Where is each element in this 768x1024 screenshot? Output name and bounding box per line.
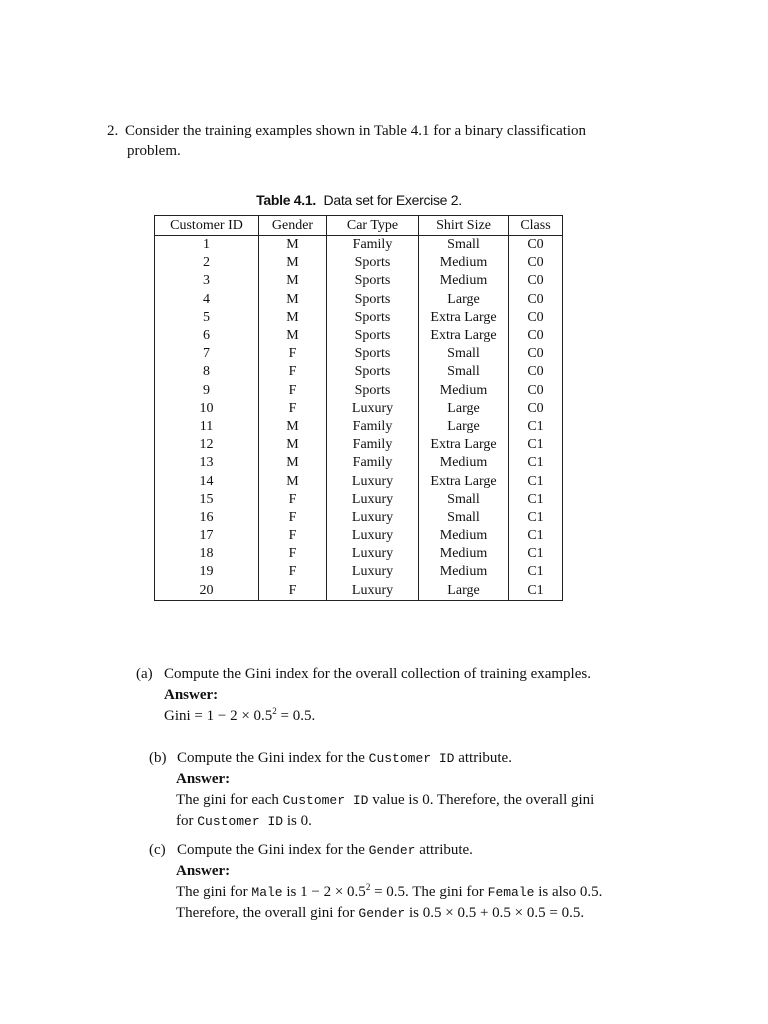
cell-shirt-size: Extra Large xyxy=(419,327,509,345)
answer-a-exponent: 2 xyxy=(272,706,277,716)
cell-car-type: Sports xyxy=(327,327,419,345)
cell-gender: M xyxy=(259,291,327,309)
cell-shirt-size: Medium xyxy=(419,272,509,290)
cell-customer-id: 2 xyxy=(155,254,259,272)
cell-gender: F xyxy=(259,582,327,601)
question-a xyxy=(136,664,696,727)
cell-car-type: Luxury xyxy=(327,545,419,563)
cell-car-type: Luxury xyxy=(327,491,419,509)
cell-class: C1 xyxy=(509,491,563,509)
question-c-label: (c) xyxy=(149,842,166,858)
cell-car-type: Luxury xyxy=(327,509,419,527)
answer-c-male-code: Male xyxy=(251,885,283,900)
cell-shirt-size: Medium xyxy=(419,527,509,545)
question-c-text-pre: Compute the Gini index for the xyxy=(177,842,369,858)
answer-c-gender-code: Gender xyxy=(358,906,406,921)
question-a-label: (a) xyxy=(136,666,153,682)
answer-b-line1-post: value is 0. Therefore, the overall gini xyxy=(368,792,595,808)
answer-c-exponent: 2 xyxy=(365,882,371,892)
cell-shirt-size: Medium xyxy=(419,454,509,472)
cell-class: C0 xyxy=(509,254,563,272)
answer-c-line1-a: The gini for xyxy=(176,884,252,900)
cell-customer-id: 12 xyxy=(155,436,259,454)
cell-shirt-size: Large xyxy=(419,582,509,601)
cell-customer-id: 6 xyxy=(155,327,259,345)
answer-b-line2 xyxy=(176,811,689,832)
cell-class: C0 xyxy=(509,382,563,400)
answer-b-line2-code: Customer ID xyxy=(197,814,284,829)
table-row xyxy=(155,509,563,527)
cell-car-type: Luxury xyxy=(327,400,419,418)
question-b-text xyxy=(177,750,512,766)
cell-shirt-size: Small xyxy=(419,491,509,509)
answer-b-line1-pre: The gini for each xyxy=(176,792,283,808)
cell-customer-id: 9 xyxy=(155,382,259,400)
cell-car-type: Sports xyxy=(327,363,419,381)
table-row xyxy=(155,472,563,490)
question-b-text-post: attribute. xyxy=(454,750,512,766)
table-row xyxy=(155,382,563,400)
cell-gender: M xyxy=(259,418,327,436)
cell-class: C1 xyxy=(509,454,563,472)
cell-shirt-size: Small xyxy=(419,363,509,381)
cell-gender: M xyxy=(259,272,327,290)
cell-car-type: Luxury xyxy=(327,527,419,545)
cell-gender: F xyxy=(259,491,327,509)
question-b xyxy=(149,748,689,832)
problem-text-line1: Consider the training examples shown in Table 4.1 for a binary classification xyxy=(125,123,587,139)
table-row xyxy=(155,400,563,418)
cell-class: C0 xyxy=(509,236,563,255)
answer-a-formula: Gini = 1 − 2 × 0.5 xyxy=(164,708,273,724)
cell-customer-id: 18 xyxy=(155,545,259,563)
cell-class: C1 xyxy=(509,472,563,490)
question-c-text xyxy=(177,842,473,858)
cell-shirt-size: Medium xyxy=(419,382,509,400)
cell-shirt-size: Extra Large xyxy=(419,436,509,454)
table-row xyxy=(155,527,563,545)
header-gender: Gender xyxy=(259,216,327,236)
table-row xyxy=(155,236,563,255)
answer-b-label: Answer: xyxy=(176,771,231,787)
answer-c-line2-b: is 0.5 × 0.5 + 0.5 × 0.5 = 0.5. xyxy=(405,905,585,921)
cell-shirt-size: Medium xyxy=(419,545,509,563)
answer-a-label: Answer: xyxy=(164,687,219,703)
cell-customer-id: 8 xyxy=(155,363,259,381)
cell-shirt-size: Medium xyxy=(419,563,509,581)
question-b-text-pre: Compute the Gini index for the xyxy=(177,750,369,766)
table-row xyxy=(155,563,563,581)
cell-class: C1 xyxy=(509,563,563,581)
table-caption xyxy=(0,192,718,208)
data-table xyxy=(154,215,563,601)
cell-car-type: Sports xyxy=(327,345,419,363)
cell-customer-id: 1 xyxy=(155,236,259,255)
answer-c-line2-a: Therefore, the overall gini for xyxy=(176,905,359,921)
table-body xyxy=(155,236,563,601)
table-row xyxy=(155,345,563,363)
cell-gender: M xyxy=(259,436,327,454)
question-b-label: (b) xyxy=(149,750,167,766)
table-row xyxy=(155,327,563,345)
answer-b-line2-pre: for xyxy=(176,813,198,829)
answer-c-line1 xyxy=(176,882,689,903)
cell-customer-id: 20 xyxy=(155,582,259,601)
table-row xyxy=(155,291,563,309)
cell-shirt-size: Small xyxy=(419,345,509,363)
cell-gender: M xyxy=(259,454,327,472)
cell-customer-id: 10 xyxy=(155,400,259,418)
cell-gender: F xyxy=(259,509,327,527)
cell-gender: F xyxy=(259,382,327,400)
cell-car-type: Luxury xyxy=(327,563,419,581)
problem-number: 2. xyxy=(107,123,119,139)
cell-car-type: Family xyxy=(327,436,419,454)
cell-gender: F xyxy=(259,345,327,363)
cell-class: C1 xyxy=(509,527,563,545)
cell-customer-id: 7 xyxy=(155,345,259,363)
cell-car-type: Sports xyxy=(327,309,419,327)
answer-a-result: = 0.5. xyxy=(276,708,316,724)
table-row xyxy=(155,272,563,290)
cell-gender: F xyxy=(259,545,327,563)
table-header-row xyxy=(155,216,563,236)
cell-class: C0 xyxy=(509,327,563,345)
answer-c-label: Answer: xyxy=(176,863,231,879)
table-row xyxy=(155,418,563,436)
cell-class: C1 xyxy=(509,436,563,454)
cell-customer-id: 19 xyxy=(155,563,259,581)
cell-class: C0 xyxy=(509,363,563,381)
problem-statement xyxy=(107,121,667,161)
cell-car-type: Family xyxy=(327,418,419,436)
cell-class: C0 xyxy=(509,291,563,309)
cell-customer-id: 13 xyxy=(155,454,259,472)
cell-car-type: Luxury xyxy=(327,582,419,601)
cell-customer-id: 16 xyxy=(155,509,259,527)
cell-customer-id: 15 xyxy=(155,491,259,509)
cell-class: C1 xyxy=(509,582,563,601)
cell-customer-id: 14 xyxy=(155,472,259,490)
cell-car-type: Family xyxy=(327,454,419,472)
cell-shirt-size: Extra Large xyxy=(419,309,509,327)
cell-class: C1 xyxy=(509,545,563,563)
cell-gender: F xyxy=(259,563,327,581)
cell-customer-id: 17 xyxy=(155,527,259,545)
table-row xyxy=(155,436,563,454)
cell-car-type: Luxury xyxy=(327,472,419,490)
cell-gender: M xyxy=(259,254,327,272)
answer-c-line2 xyxy=(176,903,689,924)
cell-shirt-size: Extra Large xyxy=(419,472,509,490)
cell-class: C0 xyxy=(509,400,563,418)
header-shirt-size: Shirt Size xyxy=(419,216,509,236)
cell-gender: F xyxy=(259,400,327,418)
answer-c-female-code: Female xyxy=(487,885,535,900)
cell-car-type: Sports xyxy=(327,272,419,290)
question-c xyxy=(149,840,689,924)
cell-gender: M xyxy=(259,236,327,255)
cell-shirt-size: Small xyxy=(419,509,509,527)
question-c-code: Gender xyxy=(368,843,416,858)
cell-shirt-size: Large xyxy=(419,400,509,418)
table-row xyxy=(155,454,563,472)
cell-car-type: Sports xyxy=(327,254,419,272)
cell-class: C0 xyxy=(509,272,563,290)
cell-customer-id: 3 xyxy=(155,272,259,290)
cell-car-type: Sports xyxy=(327,382,419,400)
question-a-text: Compute the Gini index for the overall collection of training examples. xyxy=(164,666,591,682)
cell-car-type: Family xyxy=(327,236,419,255)
cell-gender: M xyxy=(259,309,327,327)
table-row xyxy=(155,309,563,327)
answer-c-line1-d: is also 0.5. xyxy=(534,884,603,900)
question-b-code: Customer ID xyxy=(368,751,455,766)
cell-gender: F xyxy=(259,527,327,545)
cell-gender: M xyxy=(259,472,327,490)
question-c-text-post: attribute. xyxy=(415,842,473,858)
cell-class: C1 xyxy=(509,418,563,436)
answer-b-line1-code: Customer ID xyxy=(282,793,369,808)
cell-class: C0 xyxy=(509,309,563,327)
answer-c-line1-b: is 1 − 2 × 0.5 xyxy=(282,884,366,900)
header-car-type: Car Type xyxy=(327,216,419,236)
cell-gender: M xyxy=(259,327,327,345)
cell-shirt-size: Small xyxy=(419,236,509,255)
header-class: Class xyxy=(509,216,563,236)
answer-b-line1 xyxy=(176,790,689,811)
answer-c-line1-c: = 0.5. The gini for xyxy=(370,884,488,900)
cell-class: C1 xyxy=(509,509,563,527)
table-caption-text: Data set for Exercise 2. xyxy=(323,192,462,208)
cell-shirt-size: Large xyxy=(419,291,509,309)
table-row xyxy=(155,491,563,509)
answer-a-text xyxy=(164,706,696,727)
cell-class: C0 xyxy=(509,345,563,363)
table-row xyxy=(155,254,563,272)
header-customer-id: Customer ID xyxy=(155,216,259,236)
cell-shirt-size: Large xyxy=(419,418,509,436)
cell-shirt-size: Medium xyxy=(419,254,509,272)
table-caption-label: Table 4.1. xyxy=(256,192,316,208)
table-row xyxy=(155,582,563,601)
cell-car-type: Sports xyxy=(327,291,419,309)
problem-text-line2: problem. xyxy=(127,143,181,159)
table-row xyxy=(155,545,563,563)
cell-customer-id: 11 xyxy=(155,418,259,436)
cell-customer-id: 4 xyxy=(155,291,259,309)
table-row xyxy=(155,363,563,381)
answer-b-line2-post: is 0. xyxy=(283,813,312,829)
cell-gender: F xyxy=(259,363,327,381)
cell-customer-id: 5 xyxy=(155,309,259,327)
